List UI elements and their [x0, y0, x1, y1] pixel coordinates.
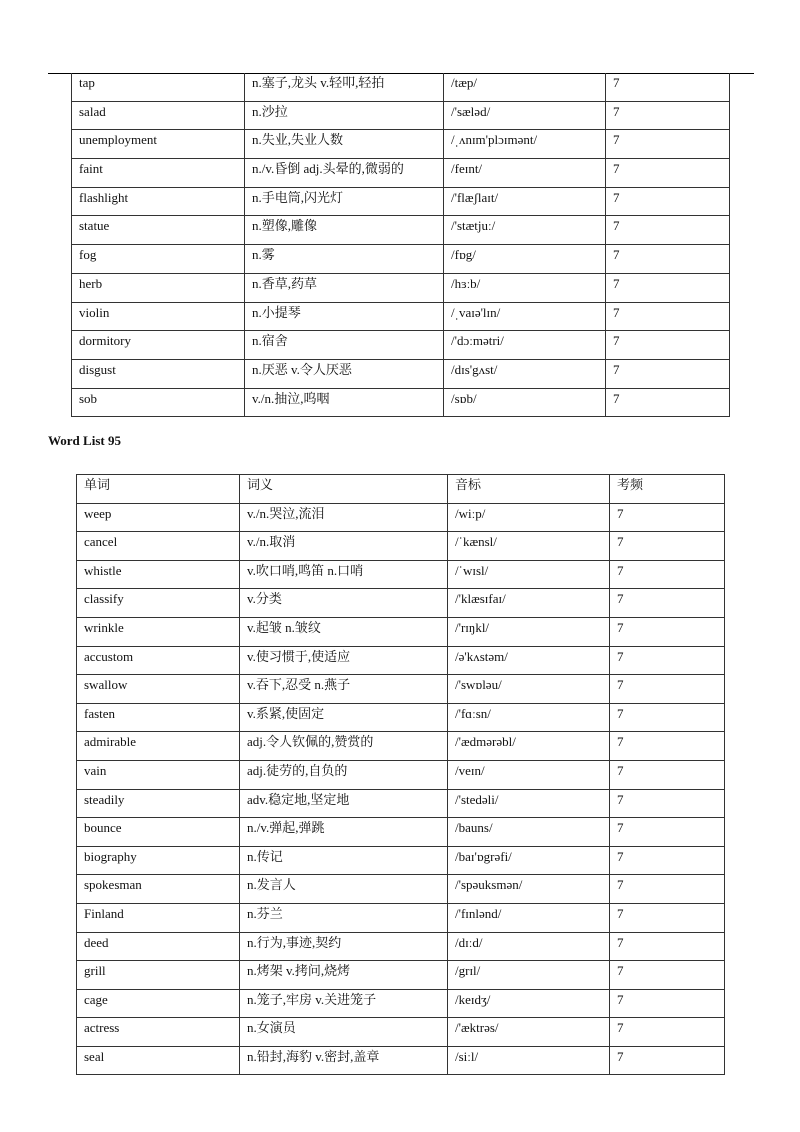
frequency-cell: 7 — [610, 760, 725, 789]
table-row — [72, 159, 730, 188]
meaning-cell: adj.令人钦佩的,赞赏的 — [240, 732, 448, 761]
section-title: Word List 95 — [48, 433, 121, 448]
meaning-cell: n.发言人 — [240, 875, 448, 904]
frequency-cell: 7 — [606, 187, 730, 216]
phonetic-cell: /keɪdʒ/ — [448, 989, 610, 1018]
word-cell: steadily — [77, 789, 240, 818]
frequency-cell: 7 — [606, 159, 730, 188]
meaning-cell: n.厌恶 v.令人厌恶 — [245, 359, 444, 388]
phonetic-cell: /'stedəli/ — [448, 789, 610, 818]
word-cell: accustom — [77, 646, 240, 675]
phonetic-cell: /'rɪŋkl/ — [448, 617, 610, 646]
frequency-cell: 7 — [610, 903, 725, 932]
frequency-cell: 7 — [606, 101, 730, 130]
meaning-cell: n.香草,药草 — [245, 273, 444, 302]
frequency-cell: 7 — [606, 130, 730, 159]
meaning-cell: adj.徒劳的,自负的 — [240, 760, 448, 789]
meaning-cell: n.烤架 v.拷问,烧烤 — [240, 961, 448, 990]
phonetic-cell: /'sæləd/ — [444, 101, 606, 130]
table-row — [72, 101, 730, 130]
phonetic-cell: /grɪl/ — [448, 961, 610, 990]
table-row — [77, 846, 725, 875]
phonetic-cell: /dɪs'gʌst/ — [444, 359, 606, 388]
word-cell: fasten — [77, 703, 240, 732]
phonetic-cell: /'dɔːmətri/ — [444, 331, 606, 360]
phonetic-cell: /feɪnt/ — [444, 159, 606, 188]
meaning-cell: v.吹口哨,鸣笛 n.口哨 — [240, 560, 448, 589]
frequency-cell: 7 — [610, 503, 725, 532]
table-row — [77, 646, 725, 675]
table-row — [72, 273, 730, 302]
frequency-cell: 7 — [610, 1018, 725, 1047]
vocab-table-body — [72, 73, 730, 417]
frequency-cell: 7 — [610, 732, 725, 761]
table-row — [77, 961, 725, 990]
table-row — [72, 73, 730, 101]
vocab-table-word-list-95 — [76, 474, 725, 1075]
meaning-cell: v.起皱 n.皱纹 — [240, 617, 448, 646]
header-row — [77, 475, 725, 504]
frequency-cell: 7 — [610, 932, 725, 961]
phonetic-cell: /'stætjuː/ — [444, 216, 606, 245]
column-header: 考频 — [610, 475, 725, 504]
vocab-table-continued — [71, 73, 730, 417]
frequency-cell: 7 — [606, 359, 730, 388]
table-row — [77, 875, 725, 904]
phonetic-cell: /ˌʌnɪm'plɔɪmənt/ — [444, 130, 606, 159]
meaning-cell: n./v.昏倒 adj.头晕的,微弱的 — [245, 159, 444, 188]
word-cell: dormitory — [72, 331, 245, 360]
meaning-cell: n.小提琴 — [245, 302, 444, 331]
meaning-cell: n.塞子,龙头 v.轻叩,轻拍 — [245, 73, 444, 101]
table-row — [77, 989, 725, 1018]
meaning-cell: v.使习惯于,使适应 — [240, 646, 448, 675]
table-row — [77, 617, 725, 646]
meaning-cell: n.传记 — [240, 846, 448, 875]
meaning-cell: v.吞下,忍受 n.燕子 — [240, 675, 448, 704]
word-cell: seal — [77, 1046, 240, 1075]
phonetic-cell: /'swɒləu/ — [448, 675, 610, 704]
phonetic-cell: /'flæʃlaɪt/ — [444, 187, 606, 216]
table-row — [77, 503, 725, 532]
word-cell: cage — [77, 989, 240, 1018]
word-cell: deed — [77, 932, 240, 961]
word-cell: disgust — [72, 359, 245, 388]
frequency-cell: 7 — [610, 1046, 725, 1075]
frequency-cell: 7 — [606, 388, 730, 417]
phonetic-cell: /'æktrəs/ — [448, 1018, 610, 1047]
frequency-cell: 7 — [606, 73, 730, 101]
word-cell: herb — [72, 273, 245, 302]
table-row — [72, 331, 730, 360]
word-cell: whistle — [77, 560, 240, 589]
word-cell: violin — [72, 302, 245, 331]
frequency-cell: 7 — [610, 532, 725, 561]
column-header: 音标 — [448, 475, 610, 504]
word-cell: classify — [77, 589, 240, 618]
word-cell: actress — [77, 1018, 240, 1047]
frequency-cell: 7 — [610, 560, 725, 589]
table-row — [77, 903, 725, 932]
meaning-cell: n.铅封,海豹 v.密封,盖章 — [240, 1046, 448, 1075]
frequency-cell: 7 — [610, 789, 725, 818]
frequency-cell: 7 — [610, 675, 725, 704]
meaning-cell: v.分类 — [240, 589, 448, 618]
vocab-table-body — [77, 503, 725, 1075]
phonetic-cell: /'klæsɪfaɪ/ — [448, 589, 610, 618]
meaning-cell: n.沙拉 — [245, 101, 444, 130]
table-row — [72, 302, 730, 331]
word-cell: tap — [72, 73, 245, 101]
meaning-cell: n.女演员 — [240, 1018, 448, 1047]
phonetic-cell: /bauns/ — [448, 818, 610, 847]
meaning-cell: n.失业,失业人数 — [245, 130, 444, 159]
word-cell: faint — [72, 159, 245, 188]
phonetic-cell: /'fɑːsn/ — [448, 703, 610, 732]
word-cell: fog — [72, 245, 245, 274]
meaning-cell: v./n.取消 — [240, 532, 448, 561]
frequency-cell: 7 — [610, 646, 725, 675]
frequency-cell: 7 — [606, 302, 730, 331]
table-row — [77, 789, 725, 818]
table-row — [72, 245, 730, 274]
phonetic-cell: /baɪ'ɒgrəfi/ — [448, 846, 610, 875]
meaning-cell: n.手电筒,闪光灯 — [245, 187, 444, 216]
phonetic-cell: /'ædmərəbl/ — [448, 732, 610, 761]
word-cell: statue — [72, 216, 245, 245]
frequency-cell: 7 — [610, 818, 725, 847]
table-row — [77, 532, 725, 561]
table-row — [77, 589, 725, 618]
table-row — [77, 675, 725, 704]
word-cell: cancel — [77, 532, 240, 561]
frequency-cell: 7 — [610, 875, 725, 904]
meaning-cell: n./v.弹起,弹跳 — [240, 818, 448, 847]
table-row — [77, 703, 725, 732]
frequency-cell: 7 — [606, 216, 730, 245]
word-cell: flashlight — [72, 187, 245, 216]
table-row — [77, 760, 725, 789]
word-cell: spokesman — [77, 875, 240, 904]
word-cell: unemployment — [72, 130, 245, 159]
meaning-cell: v./n.哭泣,流泪 — [240, 503, 448, 532]
word-cell: salad — [72, 101, 245, 130]
word-cell: grill — [77, 961, 240, 990]
table-row — [77, 932, 725, 961]
table-row — [77, 560, 725, 589]
frequency-cell: 7 — [610, 589, 725, 618]
meaning-cell: v.系紧,使固定 — [240, 703, 448, 732]
frequency-cell: 7 — [610, 617, 725, 646]
phonetic-cell: /siːl/ — [448, 1046, 610, 1075]
column-header: 词义 — [240, 475, 448, 504]
phonetic-cell: /'fɪnlənd/ — [448, 903, 610, 932]
meaning-cell: v./n.抽泣,呜咽 — [245, 388, 444, 417]
frequency-cell: 7 — [610, 961, 725, 990]
phonetic-cell: /ˈkænsl/ — [448, 532, 610, 561]
table-row — [72, 388, 730, 417]
frequency-cell: 7 — [610, 846, 725, 875]
vocab-table-header — [77, 475, 725, 504]
table-row — [72, 359, 730, 388]
meaning-cell: n.笼子,牢房 v.关进笼子 — [240, 989, 448, 1018]
phonetic-cell: /'spəuksmən/ — [448, 875, 610, 904]
table-row — [77, 818, 725, 847]
phonetic-cell: /veɪn/ — [448, 760, 610, 789]
table-row — [77, 1018, 725, 1047]
phonetic-cell: /ˌvaɪə'lɪn/ — [444, 302, 606, 331]
phonetic-cell: /wiːp/ — [448, 503, 610, 532]
frequency-cell: 7 — [606, 331, 730, 360]
word-cell: swallow — [77, 675, 240, 704]
meaning-cell: n.宿舍 — [245, 331, 444, 360]
phonetic-cell: /tæp/ — [444, 73, 606, 101]
table-row — [72, 130, 730, 159]
frequency-cell: 7 — [606, 245, 730, 274]
frequency-cell: 7 — [606, 273, 730, 302]
table-row — [77, 732, 725, 761]
table-row — [72, 187, 730, 216]
word-cell: vain — [77, 760, 240, 789]
phonetic-cell: /dɪːd/ — [448, 932, 610, 961]
phonetic-cell: /ˈwɪsl/ — [448, 560, 610, 589]
phonetic-cell: /fɒg/ — [444, 245, 606, 274]
table-row — [72, 216, 730, 245]
word-cell: sob — [72, 388, 245, 417]
phonetic-cell: /ə'kʌstəm/ — [448, 646, 610, 675]
word-cell: wrinkle — [77, 617, 240, 646]
frequency-cell: 7 — [610, 703, 725, 732]
meaning-cell: n.行为,事迹,契约 — [240, 932, 448, 961]
word-cell: weep — [77, 503, 240, 532]
meaning-cell: adv.稳定地,坚定地 — [240, 789, 448, 818]
column-header: 单词 — [77, 475, 240, 504]
meaning-cell: n.塑像,雕像 — [245, 216, 444, 245]
word-cell: admirable — [77, 732, 240, 761]
word-cell: biography — [77, 846, 240, 875]
word-cell: Finland — [77, 903, 240, 932]
table-row — [77, 1046, 725, 1075]
frequency-cell: 7 — [610, 989, 725, 1018]
phonetic-cell: /sɒb/ — [444, 388, 606, 417]
phonetic-cell: /hɜːb/ — [444, 273, 606, 302]
meaning-cell: n.雾 — [245, 245, 444, 274]
word-cell: bounce — [77, 818, 240, 847]
meaning-cell: n.芬兰 — [240, 903, 448, 932]
